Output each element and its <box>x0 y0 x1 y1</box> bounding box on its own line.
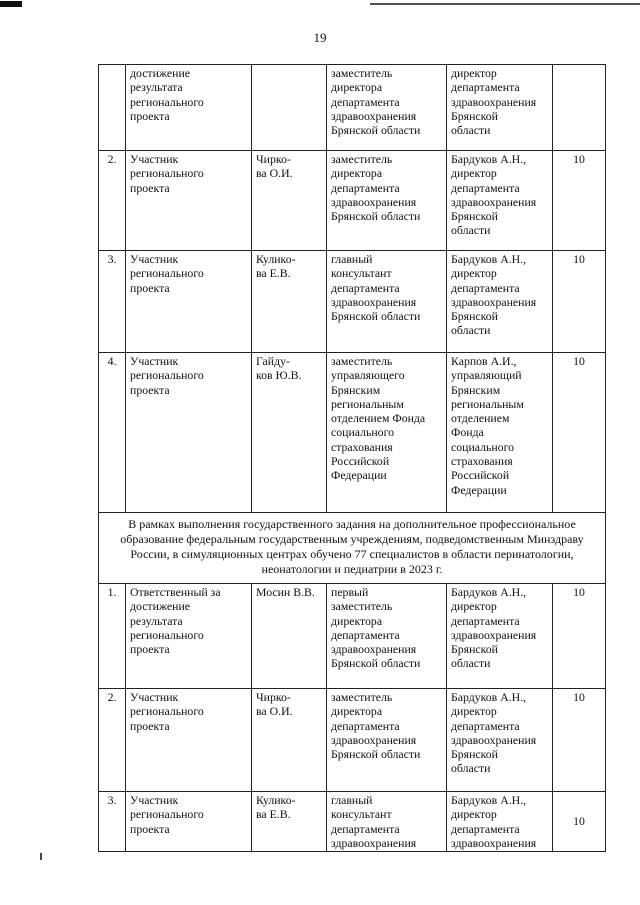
supervisor-cell: Бардуков А.Н., директор департамента здравоохранения Брянской области <box>447 689 553 792</box>
page-number: 19 <box>313 30 327 45</box>
vote-cell: 10 <box>553 584 606 689</box>
vote-cell: 10 <box>553 251 606 353</box>
name-cell: Кулико- ва Е.В. <box>252 251 327 353</box>
table-row <box>99 353 606 513</box>
row-number-cell: 2. <box>99 151 126 251</box>
name-cell <box>252 65 327 151</box>
role-cell: Участник регионального проекта <box>126 151 252 251</box>
supervisor-cell: Бардуков А.Н., директор департамента здравоохранения <box>447 792 553 852</box>
row-number-cell: 3. <box>99 792 126 852</box>
scan-artifact-line <box>370 3 640 5</box>
participants-table-body <box>99 65 606 852</box>
row-number-cell: 1. <box>99 584 126 689</box>
row-number-cell <box>99 65 126 151</box>
row-number-cell: 4. <box>99 353 126 513</box>
position-cell: первый заместитель директора департамента здравоохранения Брянской области <box>327 584 447 689</box>
position-cell: главный консультант департамента здравоохранения <box>327 792 447 852</box>
position-cell: заместитель директора департамента здравоохранения Брянской области <box>327 65 447 151</box>
supervisor-cell: Бардуков А.Н., директор департамента здравоохранения Брянской области <box>447 584 553 689</box>
supervisor-cell: Бардуков А.Н., директор департамента здравоохранения Брянской области <box>447 151 553 251</box>
table-row <box>99 584 606 689</box>
table-row <box>99 792 606 852</box>
role-cell: Участник регионального проекта <box>126 353 252 513</box>
scan-artifact-mark <box>0 1 22 7</box>
position-cell: заместитель директора департамента здравоохранения Брянской области <box>327 151 447 251</box>
row-number-cell: 3. <box>99 251 126 353</box>
supervisor-cell: Бардуков А.Н., директор департамента здравоохранения Брянской области <box>447 251 553 353</box>
section-heading: В рамках выполнения государственного задания на дополнительное профессиональное образование федеральным государственным учреждениям, подведомственным Минздраву России, в симуляционных центрах обучено 77 специалистов в области перинатологии, неонатологии и педиатрии в 2023 г. <box>99 513 606 584</box>
position-cell: заместитель управляющего Брянским региональным отделением Фонда социального страхования Российской Федерации <box>327 353 447 513</box>
table-row <box>99 689 606 792</box>
name-cell: Гайду- ков Ю.В. <box>252 353 327 513</box>
vote-cell <box>553 65 606 151</box>
name-cell: Кулико- ва Е.В. <box>252 792 327 852</box>
vote-cell: 10 <box>553 689 606 792</box>
supervisor-cell: директор департамента здравоохранения Брянской области <box>447 65 553 151</box>
table-row <box>99 65 606 151</box>
role-cell: Участник регионального проекта <box>126 251 252 353</box>
participants-table <box>98 64 606 852</box>
name-cell: Чирко- ва О.И. <box>252 151 327 251</box>
table-row <box>99 251 606 353</box>
position-cell: заместитель директора департамента здравоохранения Брянской области <box>327 689 447 792</box>
row-number-cell: 2. <box>99 689 126 792</box>
role-cell: Участник регионального проекта <box>126 689 252 792</box>
section-heading-row <box>99 513 606 584</box>
name-cell: Чирко- ва О.И. <box>252 689 327 792</box>
role-cell: Участник регионального проекта <box>126 792 252 852</box>
vote-cell: 10 <box>553 353 606 513</box>
role-cell: достижение результата регионального проекта <box>126 65 252 151</box>
table-row <box>99 151 606 251</box>
role-cell: Ответственный за достижение результата регионального проекта <box>126 584 252 689</box>
position-cell: главный консультант департамента здравоохранения Брянской области <box>327 251 447 353</box>
vote-cell: 10 <box>553 151 606 251</box>
name-cell: Мосин В.В. <box>252 584 327 689</box>
scan-artifact-stray <box>40 853 42 860</box>
supervisor-cell: Карпов А.И., управляющий Брянским региональным отделением Фонда социального страхования Российской Федерации <box>447 353 553 513</box>
vote-cell: 10 <box>553 792 606 852</box>
